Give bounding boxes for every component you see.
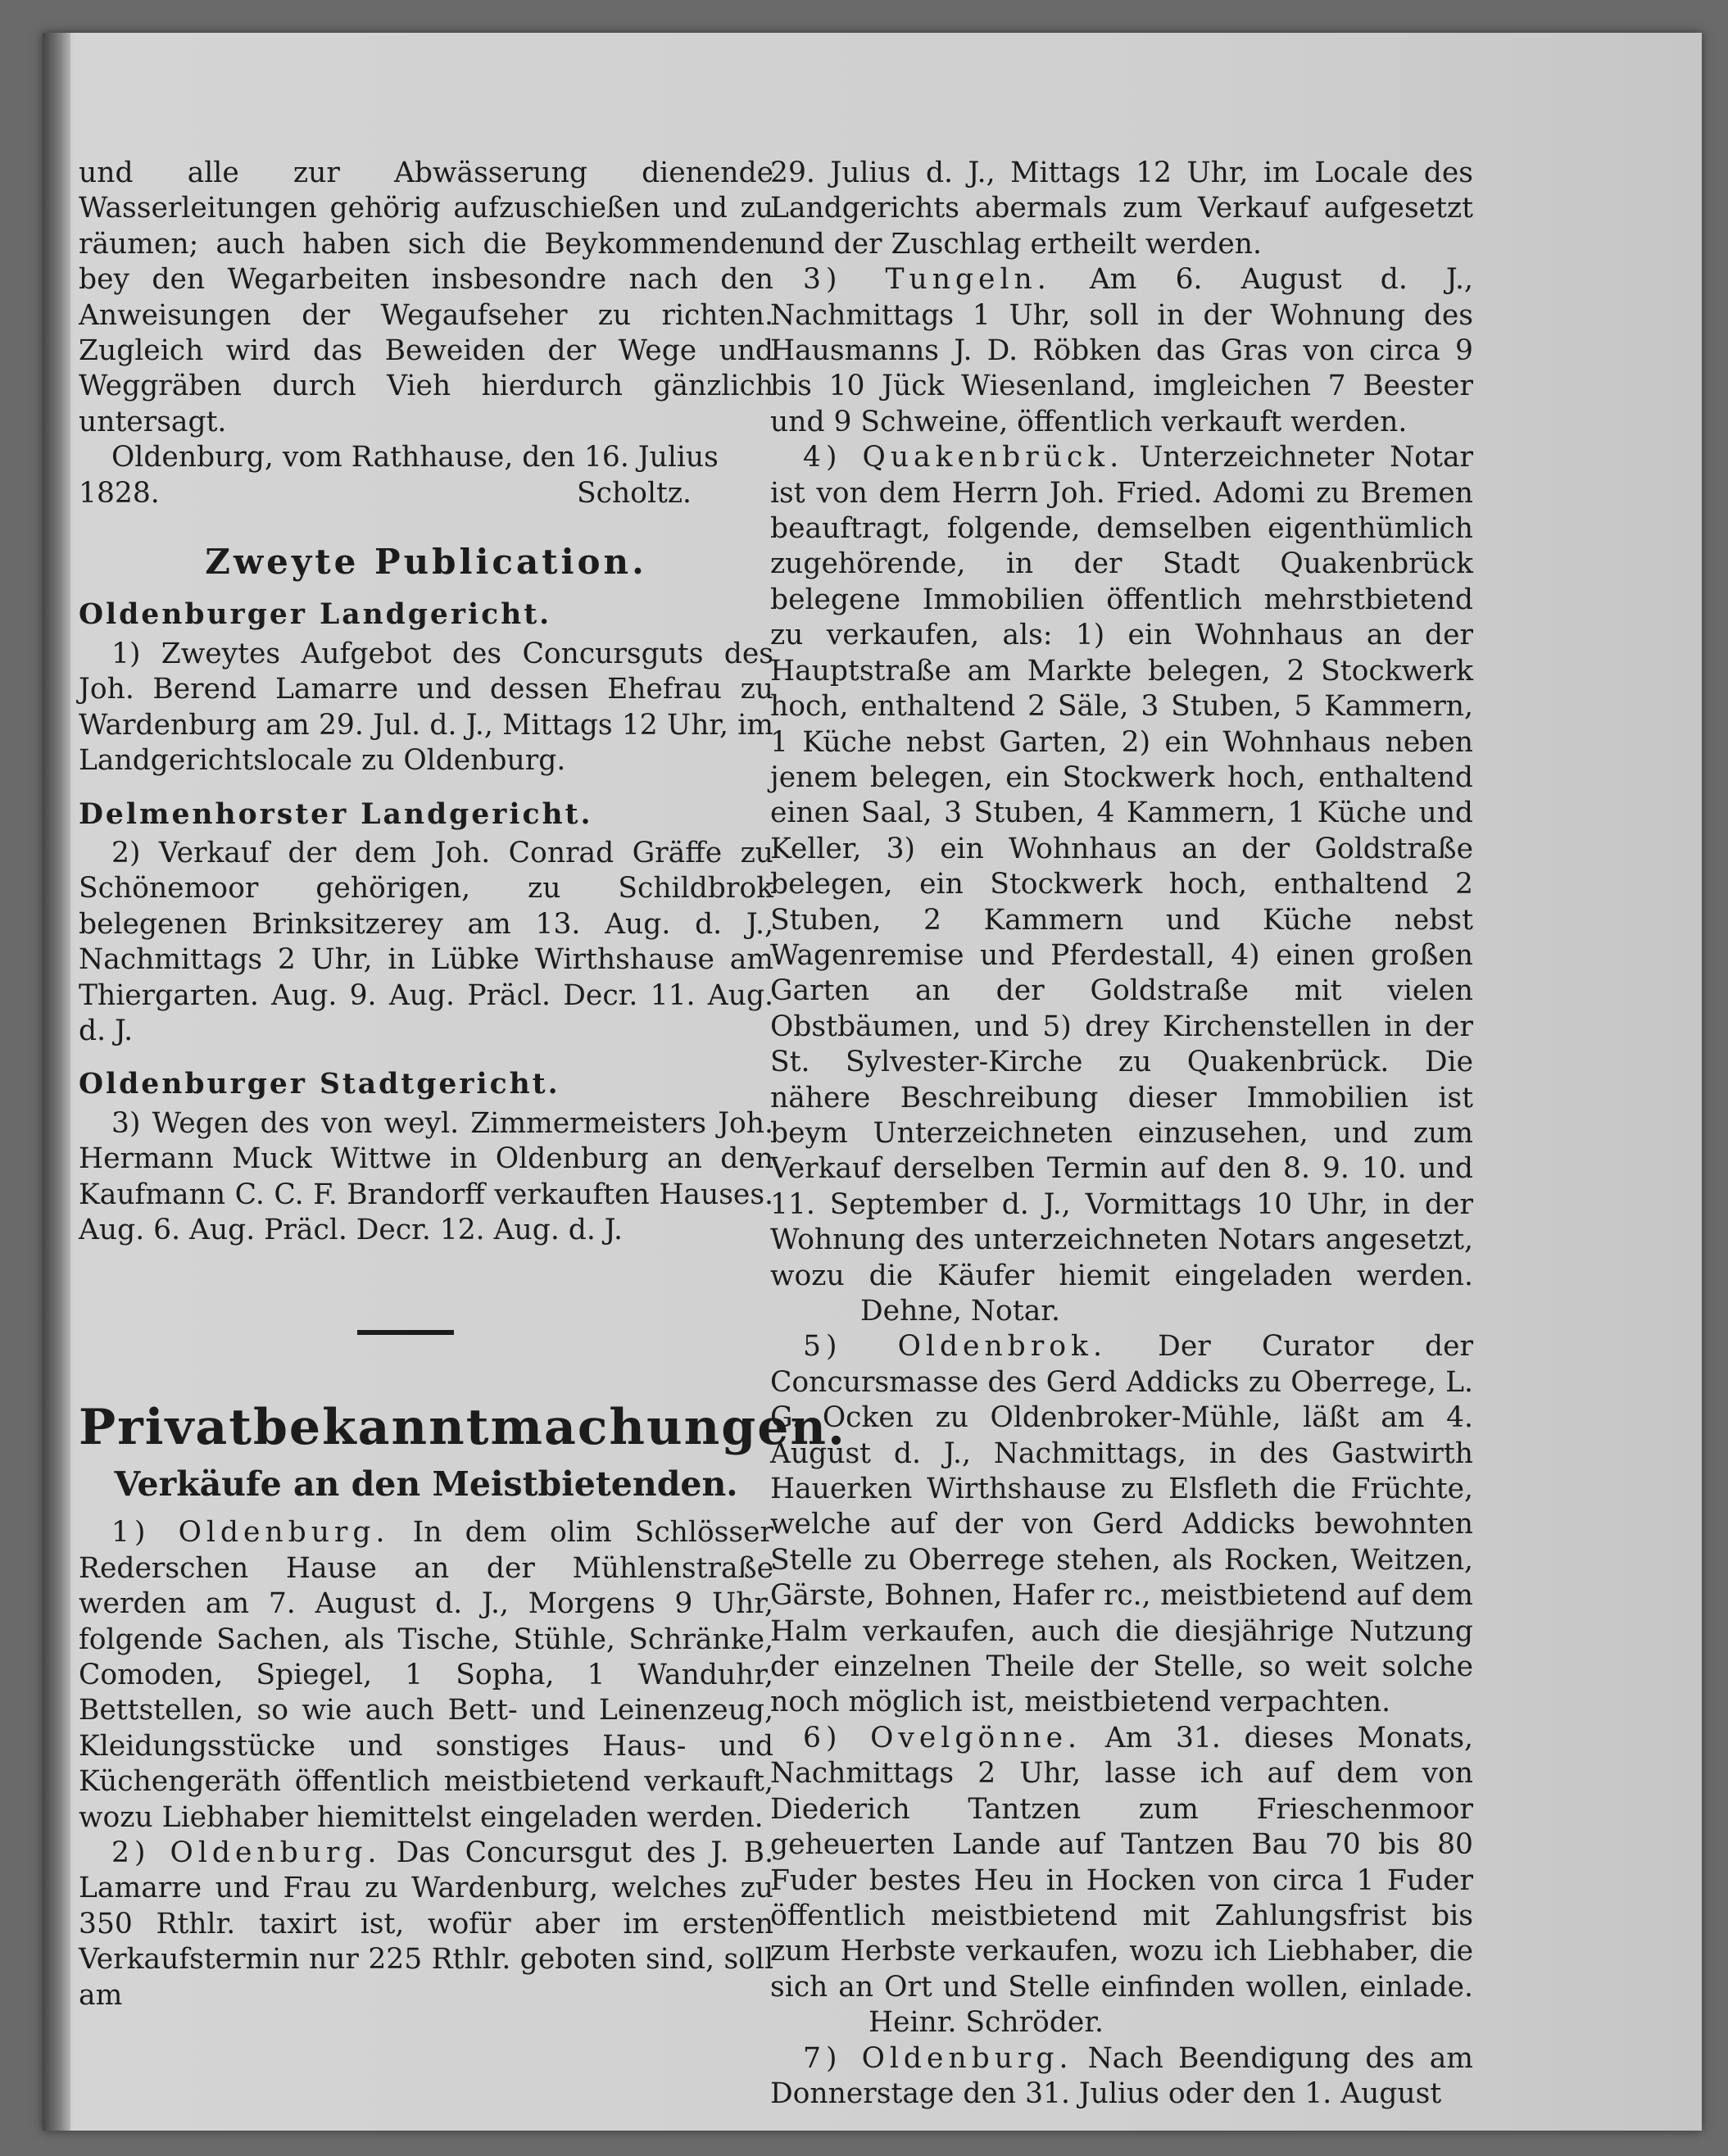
notice-text: Am 31. dieses Monats, Nachmittags 2 Uhr, lasse ich auf dem von Diederich Tantzen zum Frieschenmoor geheuerten Lande auf Tantzen Bau 70 bis 80 Fuder bestes Heu in Hocken von circa 1 Fuder öffentlich meistbietend mit Zahlungsfrist bis zum Herbste verkaufen, wozu ich Liebhaber, die sich an Ort und Stelle einfinden wollen, einlade. [770, 1721, 1474, 2004]
year: 1828. [79, 476, 160, 510]
court-heading-delmenhorst: Delmenhorster Landgericht. [79, 797, 593, 831]
continuation-text: 29. Julius d. J., Mittags 12 Uhr, im Locale des Landgerichts abermals zum Verkauf aufgesetzt und der Zuschlag ertheilt werden. [770, 157, 1473, 261]
section-divider [357, 1330, 454, 1335]
notice-text: Am 6. August d. J., Nachmittags 1 Uhr, soll in der Wohnung des Hausmanns J. D. Röbken das Gras von circa 9 bis 10 Jück Wiesenland, imgleichen 7 Beester und 9 Schweine, öffentlich verkauft werden. [770, 263, 1473, 438]
dateline [79, 440, 773, 475]
place-name: 5) Oldenbrok. [803, 1330, 1107, 1364]
private-notice-6 [770, 1721, 1473, 2041]
signer: Scholtz. [577, 476, 692, 510]
right-column [770, 156, 1473, 2112]
notice-text: Unterzeichneter Notar ist von dem Herrn Joh. Fried. Adomi zu Bremen beauftragt, folgende, demselben eigenthümlich zugehörende, in der Stadt Quakenbrück belegene Immobilien öffentlich mehrstbietend zu verkaufen, als: 1) ein Wohnhaus an der Hauptstraße am Markte belegen, 2 Stockwerk hoch, enthaltend 2 Säle, 3 Stuben, 5 Kammern, 1 Küche nebst Garten, 2) ein Wohnhaus neben jenem belegen, ein Stockwerk hoch, enthaltend einen Saal, 3 Stuben, 4 Kammern, 1 Küche und Keller, 3) ein Wohnhaus an der Goldstraße belegen, ein Stockwerk hoch, enthaltend 2 Stuben, 2 Kammern und Küche nebst Wagenremise und Pferdestall, 4) einen großen Garten an der Goldstraße mit vielen Obstbäumen, und 5) drey Kirchenstellen in der St. Sylvester-Kirche zu Quakenbrück. Die nähere Beschreibung dieser Immobilien ist beym Unterzeichneten einzusehen, und zum Verkauf derselben Termin auf den 8. 9. 10. und 11. September d. J., Vormittags 10 Uhr, in der Wohnung des unterzeichneten Notars angesetzt, wozu die Käufer hiemit eingeladen werden. [770, 441, 1474, 1292]
dateline-text: Oldenburg, vom Rathhause, den 16. Julius [111, 441, 719, 474]
notice-text: In dem olim Schlösser Rederschen Hause an der Mühlenstraße werden am 7. August d. J., Morgens 9 Uhr, folgende Sachen, als Tische, Stühle, Schränke, Comoden, Spiegel, 1 Sopha, 1 Wanduhr, Bettstellen, so wie auch Bett- und Leinenzeug, Kleidungsstücke und sonstiges Haus- und Küchengeräth öffentlich meistbietend verkauft, wozu Liebhaber hiemittelst eingeladen werden. [79, 1516, 773, 1834]
newspaper-page [43, 33, 1702, 2131]
place-name: 2) Oldenburg. [111, 1836, 382, 1870]
place-name: 3) Tungeln. [803, 263, 1051, 297]
private-notice-7 [770, 2041, 1473, 2113]
notice-item-2: 2) Verkauf der dem Joh. Conrad Gräffe zu Schönemoor gehörigen, zu Schildbrok belegenen Brinksitzerey am 13. Aug. d. J., Nachmittags 2 Uhr, in Lübke Wirthshause am Thiergarten. Aug. 9. Aug. Präcl. Decr. 11. Aug. d. J. [79, 836, 773, 1047]
court-heading-stadtgericht: Oldenburger Stadtgericht. [79, 1068, 560, 1101]
year-signature-line [79, 476, 773, 511]
place-name: 6) Ovelgönne. [803, 1721, 1082, 1754]
private-notice-2 [79, 1836, 773, 2013]
private-notice-5 [770, 1329, 1473, 1720]
notice-text: Nach Beendigung des am Donnerstage den 31. Julius oder den 1. August [770, 2041, 1473, 2110]
private-notice-4 [770, 440, 1473, 1329]
notice-item-3: 3) Wegen des von weyl. Zimmermeisters Joh. Hermann Muck Wittwe in Oldenburg an den Kaufmann C. C. F. Brandorff verkauften Hauses. Aug. 6. Aug. Präcl. Decr. 12. Aug. d. J. [79, 1106, 773, 1246]
place-name: 4) Quakenbrück. [803, 441, 1124, 474]
place-name: 7) Oldenburg. [803, 2041, 1073, 2075]
notary-signature: Dehne, Notar. [860, 1295, 1060, 1328]
private-notice-1 [79, 1515, 773, 1836]
notice-text: Der Curator der Concursmasse des Gerd Addicks zu Oberrege, L. G. Ocken zu Oldenbroker-Mühle, läßt am 4. August d. J., Nachmittags, in des Gastwirth Hauerken Wirthshause zu Elsfleth die Früchte, welche auf der von Gerd Addicks bewohnten Stelle zu Oberrege stehen, als Rocken, Weitzen, Gärste, Bohnen, Hafer rc., meistbietend auf dem Halm verkaufen, auch die diesjährige Nutzung der einzelnen Theile der Stelle, so weit solche noch möglich ist, meistbietend verpachten. [770, 1330, 1473, 1719]
place-name: 1) Oldenburg. [111, 1516, 390, 1550]
notice-item-1: 1) Zweytes Aufgebot des Concursguts des Joh. Berend Lamarre und dessen Ehefrau zu Wardenburg am 29. Jul. d. J., Mittags 12 Uhr, im Landgerichtslocale zu Oldenburg. [79, 637, 773, 778]
paragraph-road-ordinance: und alle zur Abwässerung dienende Wasserleitungen gehörig aufzuschießen und zu räumen; auch haben sich die Beykommenden bey den Wegarbeiten insbesondre nach den Anweisungen der Wegaufseher zu richten. Zugleich wird das Beweiden der Wege und Weggräben durch Vieh hierdurch gänzlich untersagt. [79, 157, 773, 438]
private-notice-3 [770, 262, 1473, 440]
book-gutter [43, 33, 70, 2131]
court-heading-oldenburg: Oldenburger Landgericht. [79, 598, 552, 632]
left-column [79, 156, 846, 2013]
auction-subtitle: Verkäufe an den Meistbietenden. [114, 1464, 738, 1505]
section-title: Zweyte Publication. [205, 542, 647, 583]
private-notices-title: Privatbekanntmachungen. [79, 1399, 846, 1457]
notice-text: Das Concursgut des J. B. Lamarre und Frau zu Wardenburg, welches zu 350 Rthlr. taxirt ist, wofür aber im ersten Verkaufstermin nur 225 Rthlr. geboten sind, soll am [79, 1836, 773, 2012]
notice-signature: Heinr. Schröder. [869, 2006, 1104, 2040]
